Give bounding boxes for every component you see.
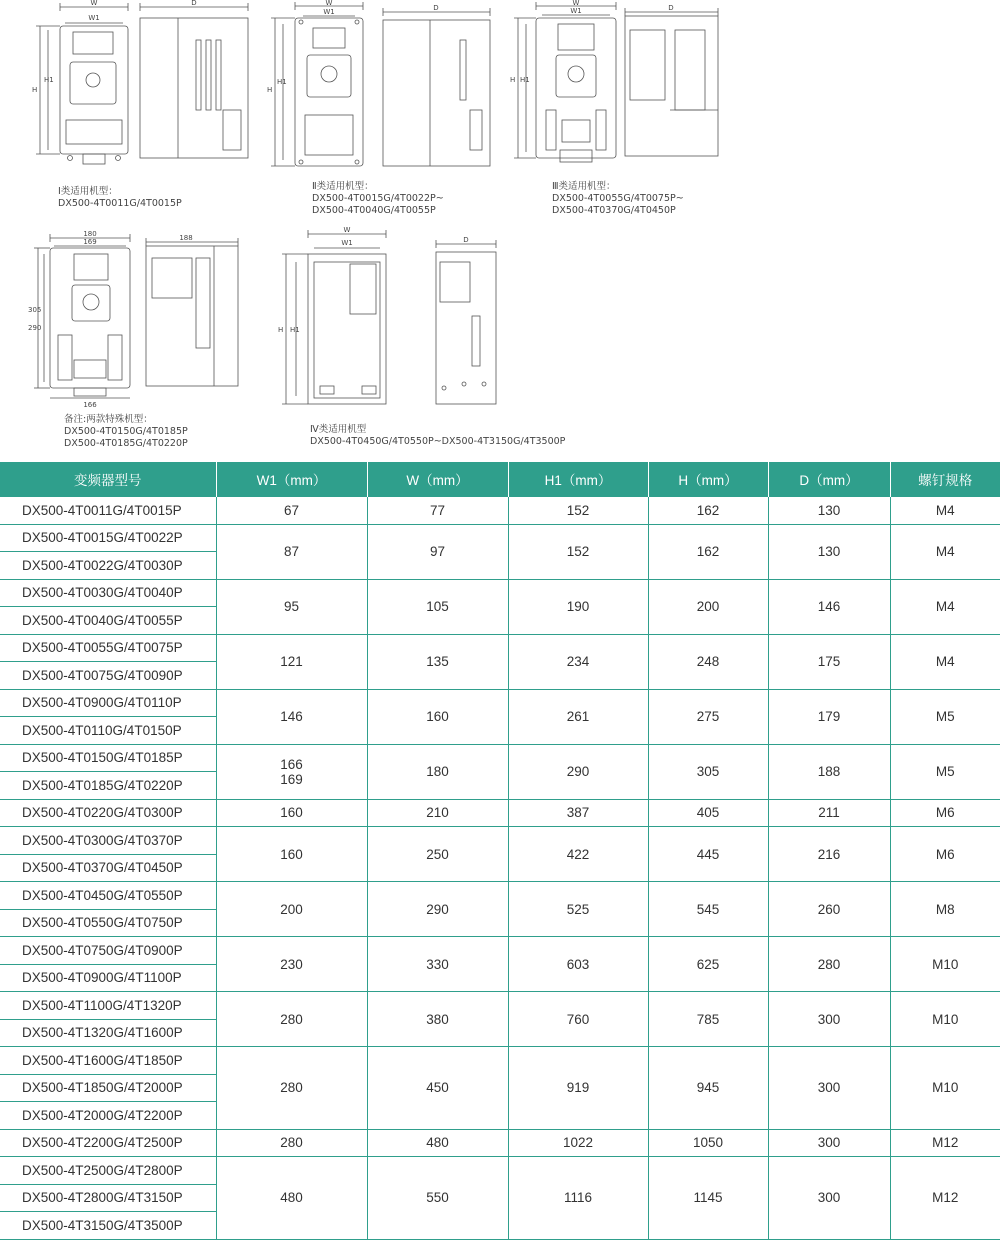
d-cell: 300 [768, 992, 890, 1047]
caption-line: 备注:两款特殊机型： [64, 414, 153, 425]
w1-cell [216, 744, 367, 799]
dim-d: D [668, 4, 674, 12]
h1-cell: 1022 [508, 1129, 648, 1157]
screw-cell: M10 [890, 1047, 1000, 1130]
w1-value: 166 [280, 756, 303, 772]
h-cell: 1050 [648, 1129, 768, 1157]
dim-w: W [90, 0, 98, 7]
drawing-type-4 [278, 226, 518, 416]
h-cell: 305 [648, 744, 768, 799]
caption-type-1 [58, 186, 182, 210]
h1-cell: 603 [508, 937, 648, 992]
caption-line: Ⅰ类适用机型： [58, 186, 118, 197]
w-cell: 135 [367, 634, 508, 689]
dim-h: H [510, 76, 516, 84]
model-cell: DX500-4T0075G/4T0090P [0, 662, 216, 690]
w1-value-alt: 169 [280, 771, 303, 787]
header-h1: H1（mm） [508, 462, 648, 497]
model-cell: DX500-4T3150G/4T3500P [0, 1212, 216, 1240]
dim-w1: W1 [323, 8, 335, 16]
model-cell: DX500-4T0370G/4T0450P [0, 854, 216, 882]
table-row [0, 799, 1000, 827]
dim-h: H [278, 326, 284, 334]
h1-cell: 152 [508, 497, 648, 525]
w-cell: 105 [367, 579, 508, 634]
h1-cell: 387 [508, 799, 648, 827]
table-row [0, 497, 1000, 525]
dim-h1: H1 [44, 76, 54, 84]
drawing-type-special [28, 230, 243, 408]
w1-cell: 160 [216, 827, 367, 882]
dim-h: H [32, 86, 38, 94]
w-cell: 480 [367, 1129, 508, 1157]
screw-cell: M4 [890, 497, 1000, 525]
screw-cell: M8 [890, 882, 1000, 937]
model-cell: DX500-4T0030G/4T0040P [0, 579, 216, 607]
caption-line: DX500-4T0015G/4T0022P~ [312, 193, 444, 204]
header-h: H（mm） [648, 462, 768, 497]
dim-w: 180 [83, 230, 97, 238]
h-cell: 545 [648, 882, 768, 937]
d-cell: 175 [768, 634, 890, 689]
model-cell: DX500-4T0040G/4T0055P [0, 607, 216, 635]
table-row [0, 937, 1000, 965]
h-cell: 275 [648, 689, 768, 744]
h-cell: 785 [648, 992, 768, 1047]
caption-line: Ⅱ类适用机型： [312, 181, 374, 192]
dim-w: W [325, 0, 333, 7]
table-row [0, 634, 1000, 662]
model-cell: DX500-4T1320G/4T1600P [0, 1019, 216, 1047]
dim-w1: W1 [341, 239, 353, 247]
dim-w1: W1 [570, 7, 582, 15]
model-cell: DX500-4T0011G/4T0015P [0, 497, 216, 525]
caption-line: DX500-4T0150G/4T0185P [64, 426, 188, 437]
screw-cell: M5 [890, 689, 1000, 744]
h1-cell: 525 [508, 882, 648, 937]
w1-cell: 146 [216, 689, 367, 744]
header-w1: W1（mm） [216, 462, 367, 497]
dim-d: D [463, 236, 469, 244]
h1-cell: 422 [508, 827, 648, 882]
h1-cell: 190 [508, 579, 648, 634]
d-cell: 280 [768, 937, 890, 992]
model-cell: DX500-4T2200G/4T2500P [0, 1129, 216, 1157]
table-row [0, 1157, 1000, 1185]
w-cell: 550 [367, 1157, 508, 1240]
dim-w1: 169 [83, 238, 97, 246]
screw-cell: M6 [890, 827, 1000, 882]
h1-cell: 234 [508, 634, 648, 689]
dim-w: W [572, 0, 580, 7]
h1-cell: 919 [508, 1047, 648, 1130]
h-cell: 945 [648, 1047, 768, 1130]
h-cell: 1145 [648, 1157, 768, 1240]
h-cell: 248 [648, 634, 768, 689]
d-cell: 260 [768, 882, 890, 937]
w1-cell: 160 [216, 799, 367, 827]
w-cell: 330 [367, 937, 508, 992]
w-cell: 380 [367, 992, 508, 1047]
model-cell: DX500-4T0185G/4T0220P [0, 772, 216, 800]
dim-h1: H1 [520, 76, 530, 84]
caption-type-3 [552, 181, 684, 217]
drawing-type-1 [28, 0, 253, 172]
table-row [0, 882, 1000, 910]
drawing-type-3 [510, 0, 725, 172]
w-cell: 450 [367, 1047, 508, 1130]
caption-line: Ⅳ类适用机型 [310, 424, 367, 435]
h-cell: 162 [648, 524, 768, 579]
drawing-type-2 [265, 0, 495, 178]
header-screw: 螺钉规格 [890, 462, 1000, 497]
dim-h1: H1 [290, 326, 300, 334]
d-cell: 179 [768, 689, 890, 744]
caption-line: DX500-4T0011G/4T0015P [58, 198, 182, 209]
header-model: 变频器型号 [0, 462, 216, 497]
model-cell: DX500-4T0900G/4T1100P [0, 964, 216, 992]
table-row [0, 744, 1000, 772]
dim-h1: 290 [28, 324, 42, 332]
screw-cell: M4 [890, 579, 1000, 634]
model-cell: DX500-4T1600G/4T1850P [0, 1047, 216, 1075]
screw-cell: M12 [890, 1157, 1000, 1240]
caption-line: DX500-4T0450G/4T0550P~DX500-4T3150G/4T3500P [310, 436, 566, 447]
caption-line: DX500-4T0040G/4T0055P [312, 205, 436, 216]
w1-cell: 95 [216, 579, 367, 634]
h1-cell: 290 [508, 744, 648, 799]
d-cell: 300 [768, 1157, 890, 1240]
dim-h: 305 [28, 306, 42, 314]
dimension-table [0, 462, 1000, 1240]
d-cell: 216 [768, 827, 890, 882]
caption-line: DX500-4T0370G/4T0450P [552, 205, 676, 216]
table-row [0, 579, 1000, 607]
h-cell: 200 [648, 579, 768, 634]
model-cell: DX500-4T0220G/4T0300P [0, 799, 216, 827]
dim-d: 188 [179, 234, 193, 242]
w1-cell: 230 [216, 937, 367, 992]
model-cell: DX500-4T2800G/4T3150P [0, 1184, 216, 1212]
h-cell: 405 [648, 799, 768, 827]
w-cell: 250 [367, 827, 508, 882]
table-header-row [0, 462, 1000, 497]
d-cell: 300 [768, 1047, 890, 1130]
table-row [0, 689, 1000, 717]
w1-cell: 280 [216, 1047, 367, 1130]
model-cell: DX500-4T2000G/4T2200P [0, 1102, 216, 1130]
model-cell: DX500-4T0450G/4T0550P [0, 882, 216, 910]
d-cell: 211 [768, 799, 890, 827]
model-cell: DX500-4T0055G/4T0075P [0, 634, 216, 662]
caption-line: DX500-4T0055G/4T0075P~ [552, 193, 684, 204]
w1-cell: 67 [216, 497, 367, 525]
caption-type-4 [310, 424, 565, 448]
table-body [0, 497, 1000, 1240]
screw-cell: M6 [890, 799, 1000, 827]
w1-cell: 280 [216, 1129, 367, 1157]
screw-cell: M4 [890, 524, 1000, 579]
model-cell: DX500-4T0150G/4T0185P [0, 744, 216, 772]
h-cell: 445 [648, 827, 768, 882]
model-cell: DX500-4T0900G/4T0110P [0, 689, 216, 717]
model-cell: DX500-4T0015G/4T0022P [0, 524, 216, 552]
model-cell: DX500-4T1100G/4T1320P [0, 992, 216, 1020]
header-w: W（mm） [367, 462, 508, 497]
screw-cell: M5 [890, 744, 1000, 799]
model-cell: DX500-4T0022G/4T0030P [0, 552, 216, 580]
table-row [0, 1047, 1000, 1075]
table-row [0, 524, 1000, 552]
dim-d: D [433, 4, 439, 12]
h1-cell: 1116 [508, 1157, 648, 1240]
caption-type-2 [312, 181, 444, 217]
h1-cell: 152 [508, 524, 648, 579]
w-cell: 77 [367, 497, 508, 525]
d-cell: 188 [768, 744, 890, 799]
w1-cell: 200 [216, 882, 367, 937]
w-cell: 180 [367, 744, 508, 799]
w1-cell: 280 [216, 992, 367, 1047]
caption-line: DX500-4T0185G/4T0220P [64, 438, 188, 449]
dim-w1: W1 [88, 14, 100, 22]
table-row [0, 992, 1000, 1020]
h1-cell: 760 [508, 992, 648, 1047]
w-cell: 97 [367, 524, 508, 579]
h1-cell: 261 [508, 689, 648, 744]
d-cell: 130 [768, 497, 890, 525]
screw-cell: M12 [890, 1129, 1000, 1157]
d-cell: 300 [768, 1129, 890, 1157]
d-cell: 146 [768, 579, 890, 634]
model-cell: DX500-4T0550G/4T0750P [0, 909, 216, 937]
screw-cell: M4 [890, 634, 1000, 689]
w-cell: 210 [367, 799, 508, 827]
dim-h: H [267, 86, 273, 94]
dim-h1: H1 [277, 78, 287, 86]
h-cell: 162 [648, 497, 768, 525]
header-d: D（mm） [768, 462, 890, 497]
caption-line: Ⅲ类适用机型： [552, 181, 616, 192]
model-cell: DX500-4T2500G/4T2800P [0, 1157, 216, 1185]
caption-type-special [64, 414, 188, 450]
table-row [0, 1129, 1000, 1157]
model-cell: DX500-4T0300G/4T0370P [0, 827, 216, 855]
dim-bottom: 166 [83, 401, 97, 409]
model-cell: DX500-4T0110G/4T0150P [0, 717, 216, 745]
w1-cell: 121 [216, 634, 367, 689]
model-cell: DX500-4T0750G/4T0900P [0, 937, 216, 965]
w-cell: 290 [367, 882, 508, 937]
w1-cell: 480 [216, 1157, 367, 1240]
table-row [0, 827, 1000, 855]
model-cell: DX500-4T1850G/4T2000P [0, 1074, 216, 1102]
screw-cell: M10 [890, 992, 1000, 1047]
screw-cell: M10 [890, 937, 1000, 992]
dim-d: D [191, 0, 197, 7]
h-cell: 625 [648, 937, 768, 992]
w-cell: 160 [367, 689, 508, 744]
w1-cell: 87 [216, 524, 367, 579]
d-cell: 130 [768, 524, 890, 579]
dim-w: W [343, 226, 351, 234]
